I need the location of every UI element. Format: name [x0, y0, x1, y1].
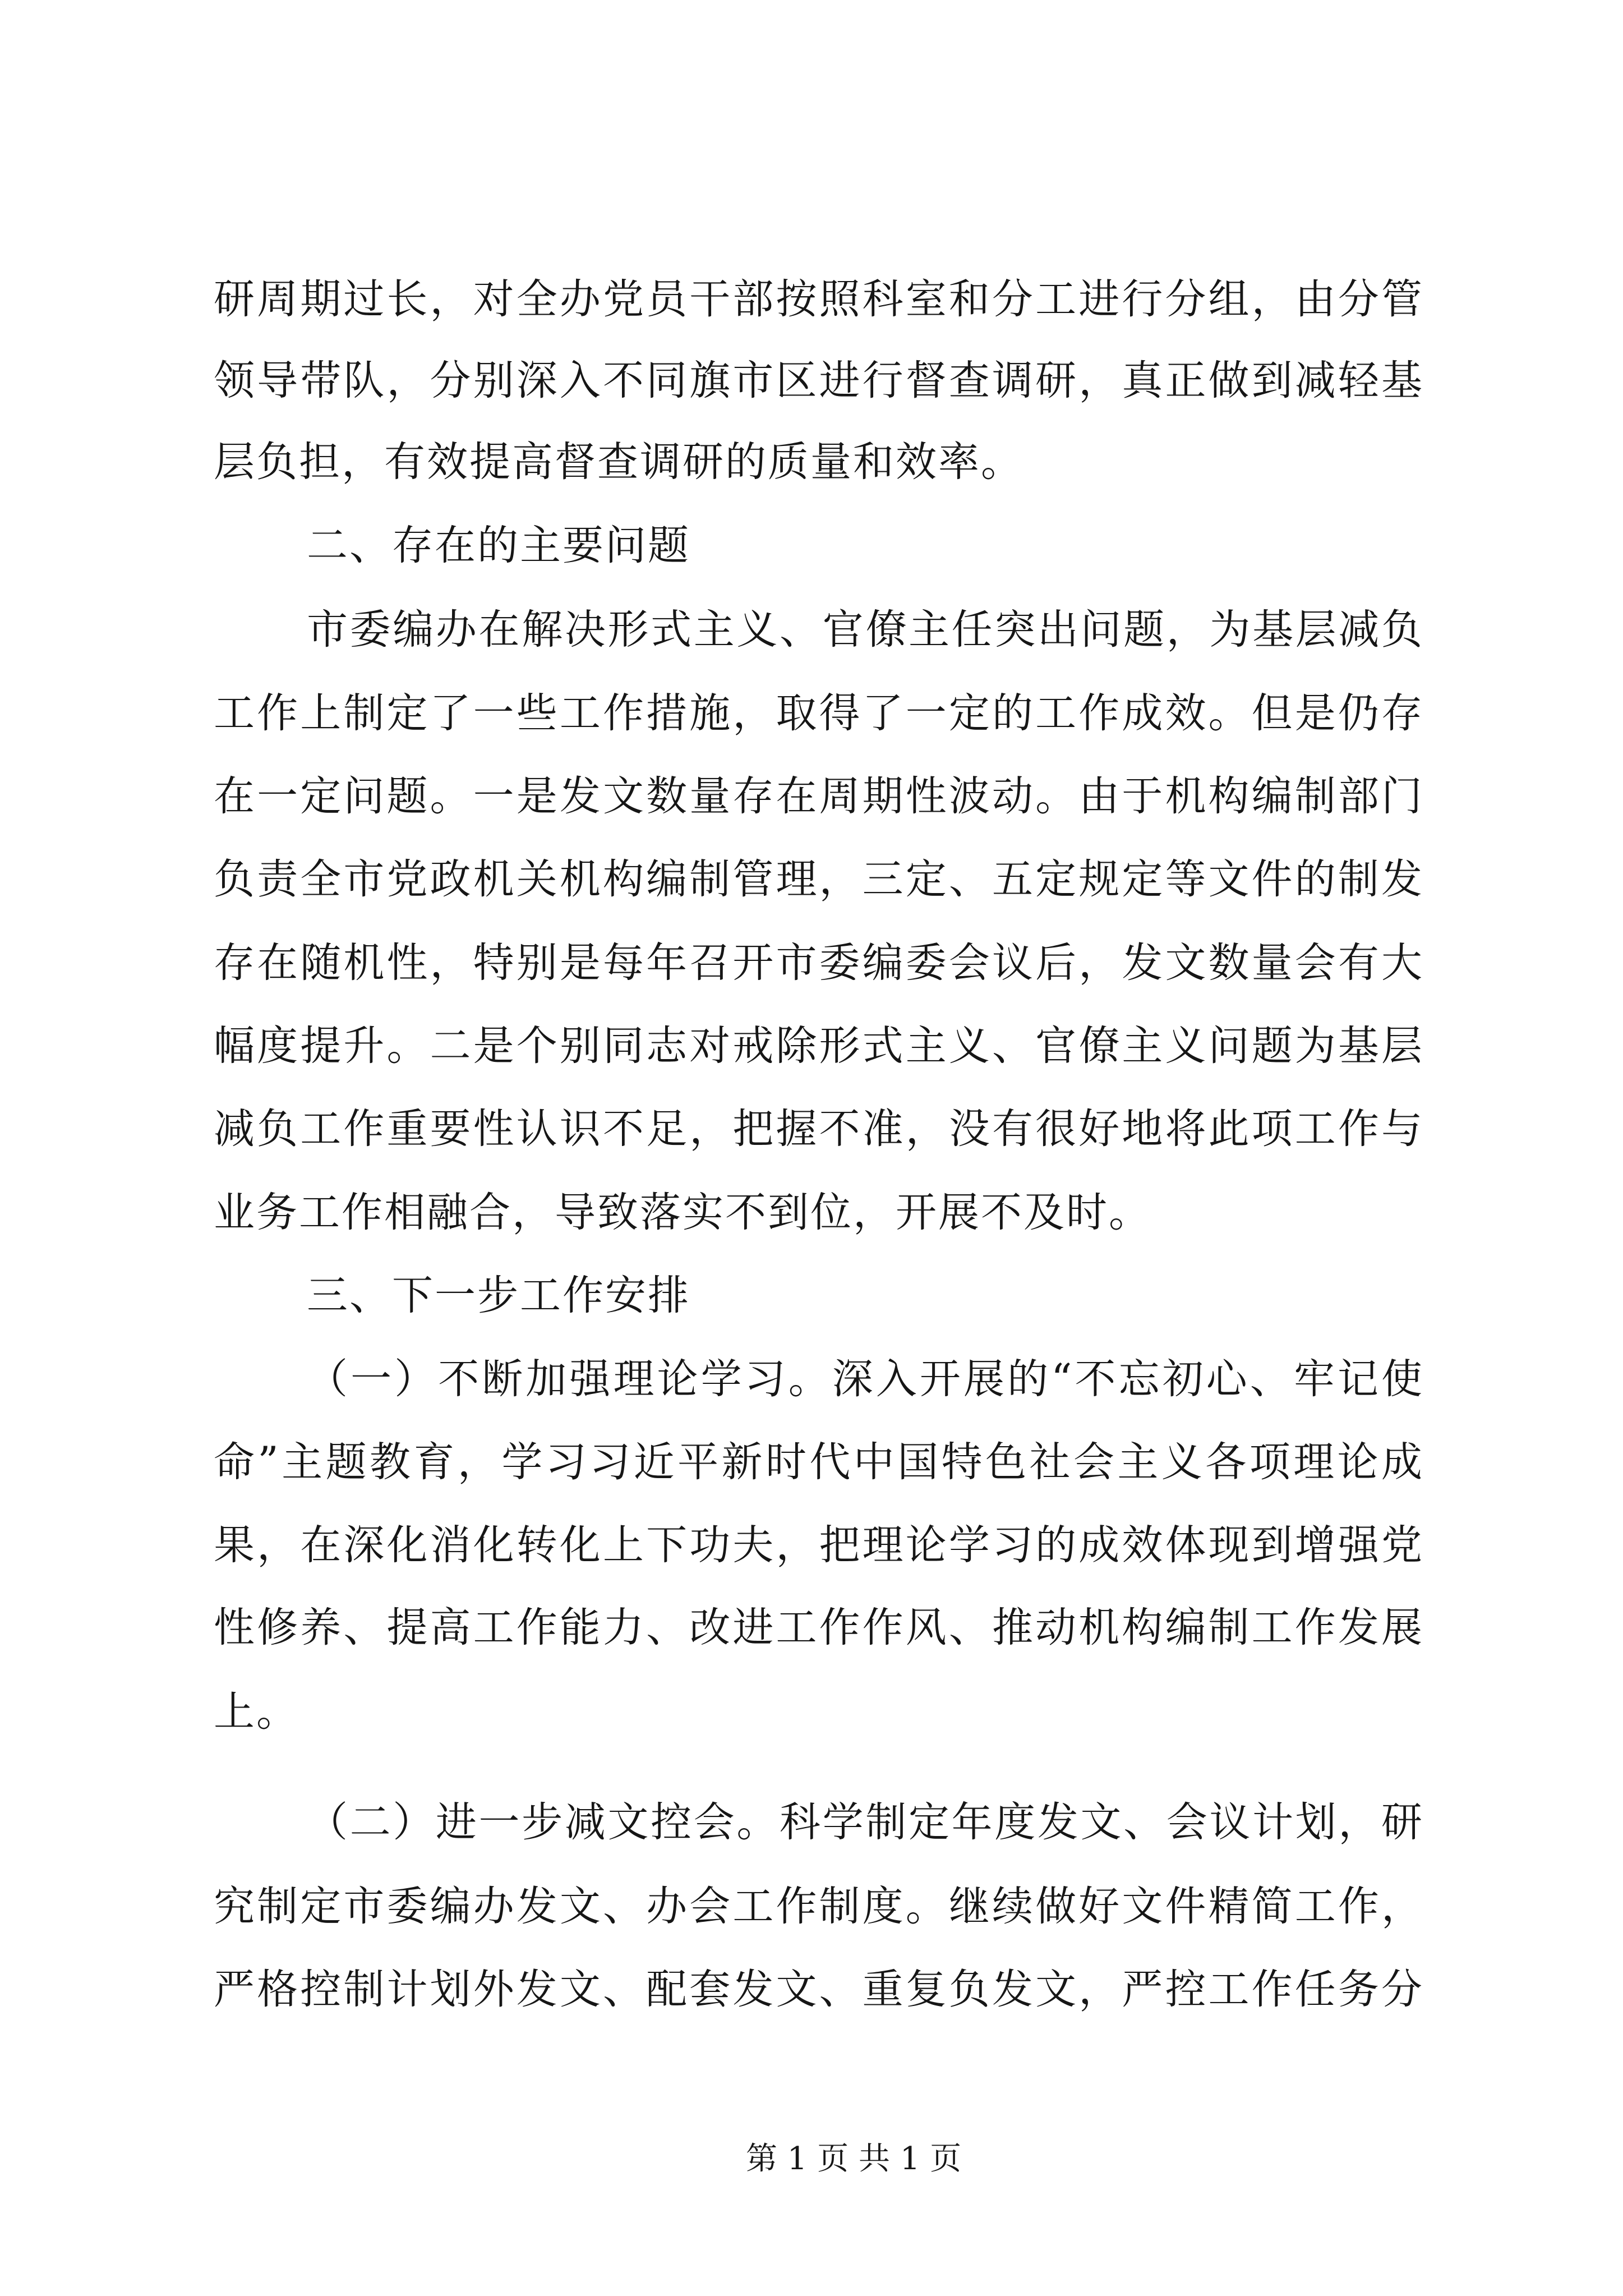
heading-text: 二、存在的主要问题 [307, 522, 690, 569]
page-footer: 第 1 页 共 1 页 [746, 2141, 962, 2177]
text-line: 业务工作相融合，导致落实不到位，开展不及时。 [214, 1189, 1151, 1236]
text-line: （二）进一步减文控会。科学制定年度发文、会议计划，研 [307, 1798, 1424, 1846]
text-line: 幅度提升。二是个别同志对戒除形式主义、官僚主义问题为基层 [214, 1022, 1424, 1070]
text-line: 究制定市委编办发文、办会工作制度。继续做好文件精简工作， [214, 1883, 1424, 1930]
text-line: 严格控制计划外发文、配套发文、重复负发文，严控工作任务分 [214, 1966, 1424, 2013]
text-line: 上。 [214, 1688, 299, 1736]
text-line: 在一定问题。一是发文数量存在周期性波动。由于机构编制部门 [214, 772, 1424, 820]
text-line: 市委编办在解决形式主义、官僚主任突出问题，为基层减负 [307, 606, 1424, 654]
text-line: 层负担，有效提高督查调研的质量和效率。 [214, 438, 1023, 486]
text-line: 存在随机性，特别是每年召开市委编委会议后，发文数量会有大 [214, 939, 1424, 987]
text-line: 领导带队，分别深入不同旗市区进行督查调研，真正做到减轻基 [214, 357, 1424, 404]
text-line: 命”主题教育，学习习近平新时代中国特色社会主义各项理论成 [214, 1438, 1424, 1486]
text-line: 工作上制定了一些工作措施，取得了一定的工作成效。但是仍存 [214, 689, 1424, 737]
text-line: 减负工作重要性认识不足，把握不准，没有很好地将此项工作与 [214, 1105, 1424, 1153]
text-line: 果，在深化消化转化上下功夫，把理论学习的成效体现到增强党 [214, 1521, 1424, 1569]
text-line: 研周期过长，对全办党员干部按照科室和分工进行分组，由分管 [214, 275, 1424, 323]
text-line: （一）不断加强理论学习。深入开展的“不忘初心、牢记使 [307, 1355, 1424, 1403]
heading-text: 三、下一步工作安排 [307, 1272, 690, 1319]
text-line: 性修养、提高工作能力、改进工作作风、推动机构编制工作发展 [214, 1604, 1424, 1651]
text-line: 负责全市党政机关机构编制管理，三定、五定规定等文件的制发 [214, 855, 1424, 903]
